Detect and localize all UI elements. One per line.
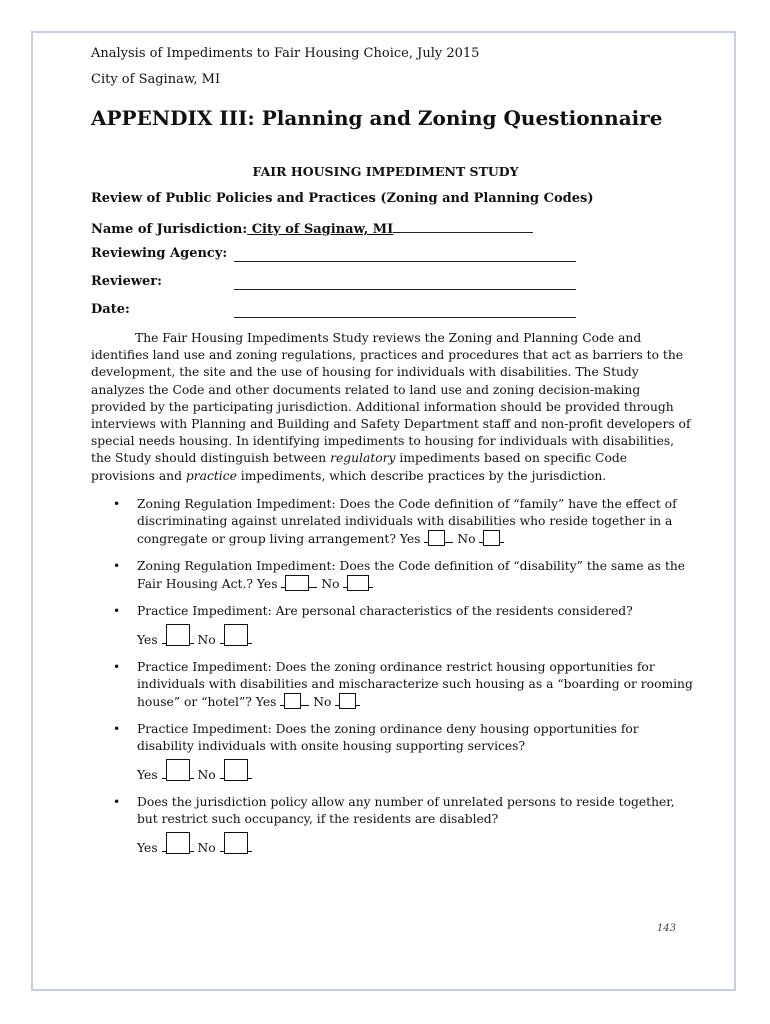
bullet: • [113,722,121,736]
intro-part-1: The Fair Housing Impediments Study reviews the Zoning and Planning Code and identifies land use and zoning regulations, practices and procedures that act as barriers to the development, the site and the use of housing for individuals with disabilities. The Study analyzes the Code and other documents related to land use and zoning decision-making provided by the participating jurisdiction. Additional information should be provided through interviews with Planning and Building and Safety Department staff and non-profit developers of special needs housing. In identifying impediments to housing for individuals with disabilities, the Study should distinguish between [91,331,691,466]
yes-label: Yes [255,695,277,709]
intro-part-3: impediments, which describe practices by the jurisdiction. [236,468,607,483]
bullet: • [113,795,121,809]
page-title: APPENDIX III: Planning and Zoning Questionnaire [91,106,663,130]
header-line-2: City of Saginaw, MI [91,72,221,87]
question-item [113,496,693,548]
question-text: Zoning Regulation Impediment: Does the Code definition of “family” have the effect of discriminating against unrelated individuals with disabilities who reside together in a congregate or group living arrangement? [137,497,677,546]
yes-label: Yes [137,633,158,647]
yes-checkbox[interactable] [166,832,190,854]
yes-label: Yes [137,841,158,855]
question-text: Does the jurisdiction policy allow any number of unrelated persons to reside together, but restrict such occupancy, if the residents are disabled? [137,795,675,826]
question-item [113,659,693,711]
no-label: No [457,532,476,546]
intro-regulatory: regulatory [330,451,396,466]
bullet: • [113,604,121,618]
question-text: Practice Impediment: Does the zoning ordinance restrict housing opportunities for individuals with disabilities and mischaracterize such housing as a “boarding or rooming house” or “hotel”? [137,660,693,709]
bullet: • [113,497,121,511]
question-item [113,721,693,784]
jurisdiction-row [91,219,533,237]
no-checkbox[interactable] [224,624,248,646]
no-label: No [197,841,216,855]
document-page [31,31,736,991]
intro-part-2: impediments based on specific Code provisions and [91,451,628,483]
yes-label: Yes [256,577,278,591]
question-item [113,603,693,649]
jurisdiction-blank[interactable] [393,219,533,233]
yes-checkbox[interactable] [285,575,309,591]
intro-paragraph [91,330,691,485]
no-checkbox[interactable] [224,759,248,781]
jurisdiction-label: Name of Jurisdiction: [91,222,248,237]
bullet: • [113,559,121,573]
date-blank[interactable] [234,304,576,318]
reviewer-blank[interactable] [234,276,576,290]
intro-practice: practice [185,468,237,483]
page-number: 143 [656,923,676,934]
header-line-1: Analysis of Impediments to Fair Housing Choice, July 2015 [91,46,480,61]
question-text: Practice Impediment: Does the zoning ordinance deny housing opportunities for disability individuals with onsite housing supporting services? [137,722,639,753]
yes-label: Yes [137,768,158,782]
yes-checkbox[interactable] [428,530,445,546]
yes-checkbox[interactable] [166,759,190,781]
yes-checkbox[interactable] [166,624,190,646]
jurisdiction-value[interactable]: City of Saginaw, MI [247,222,394,237]
no-checkbox[interactable] [224,832,248,854]
question-item [113,558,693,593]
question-item [113,794,693,857]
no-checkbox[interactable] [483,530,500,546]
no-label: No [313,695,332,709]
no-label: No [197,768,216,782]
review-line: Review of Public Policies and Practices (Zoning and Planning Codes) [91,191,594,206]
agency-label: Reviewing Agency: [91,246,228,261]
no-label: No [321,577,340,591]
no-label: No [197,633,216,647]
question-text: Practice Impediment: Are personal characteristics of the residents considered? [137,604,633,618]
question-list [113,496,693,857]
date-label: Date: [91,302,130,317]
no-checkbox[interactable] [347,575,369,591]
yes-label: Yes [399,532,421,546]
reviewer-label: Reviewer: [91,274,162,289]
study-title: FAIR HOUSING IMPEDIMENT STUDY [252,164,519,179]
no-checkbox[interactable] [339,693,356,709]
bullet: • [113,660,121,674]
agency-blank[interactable] [234,248,576,262]
question-text: Zoning Regulation Impediment: Does the Code definition of “disability” the same as the Fair Housing Act.? [137,559,686,591]
yes-checkbox[interactable] [284,693,301,709]
